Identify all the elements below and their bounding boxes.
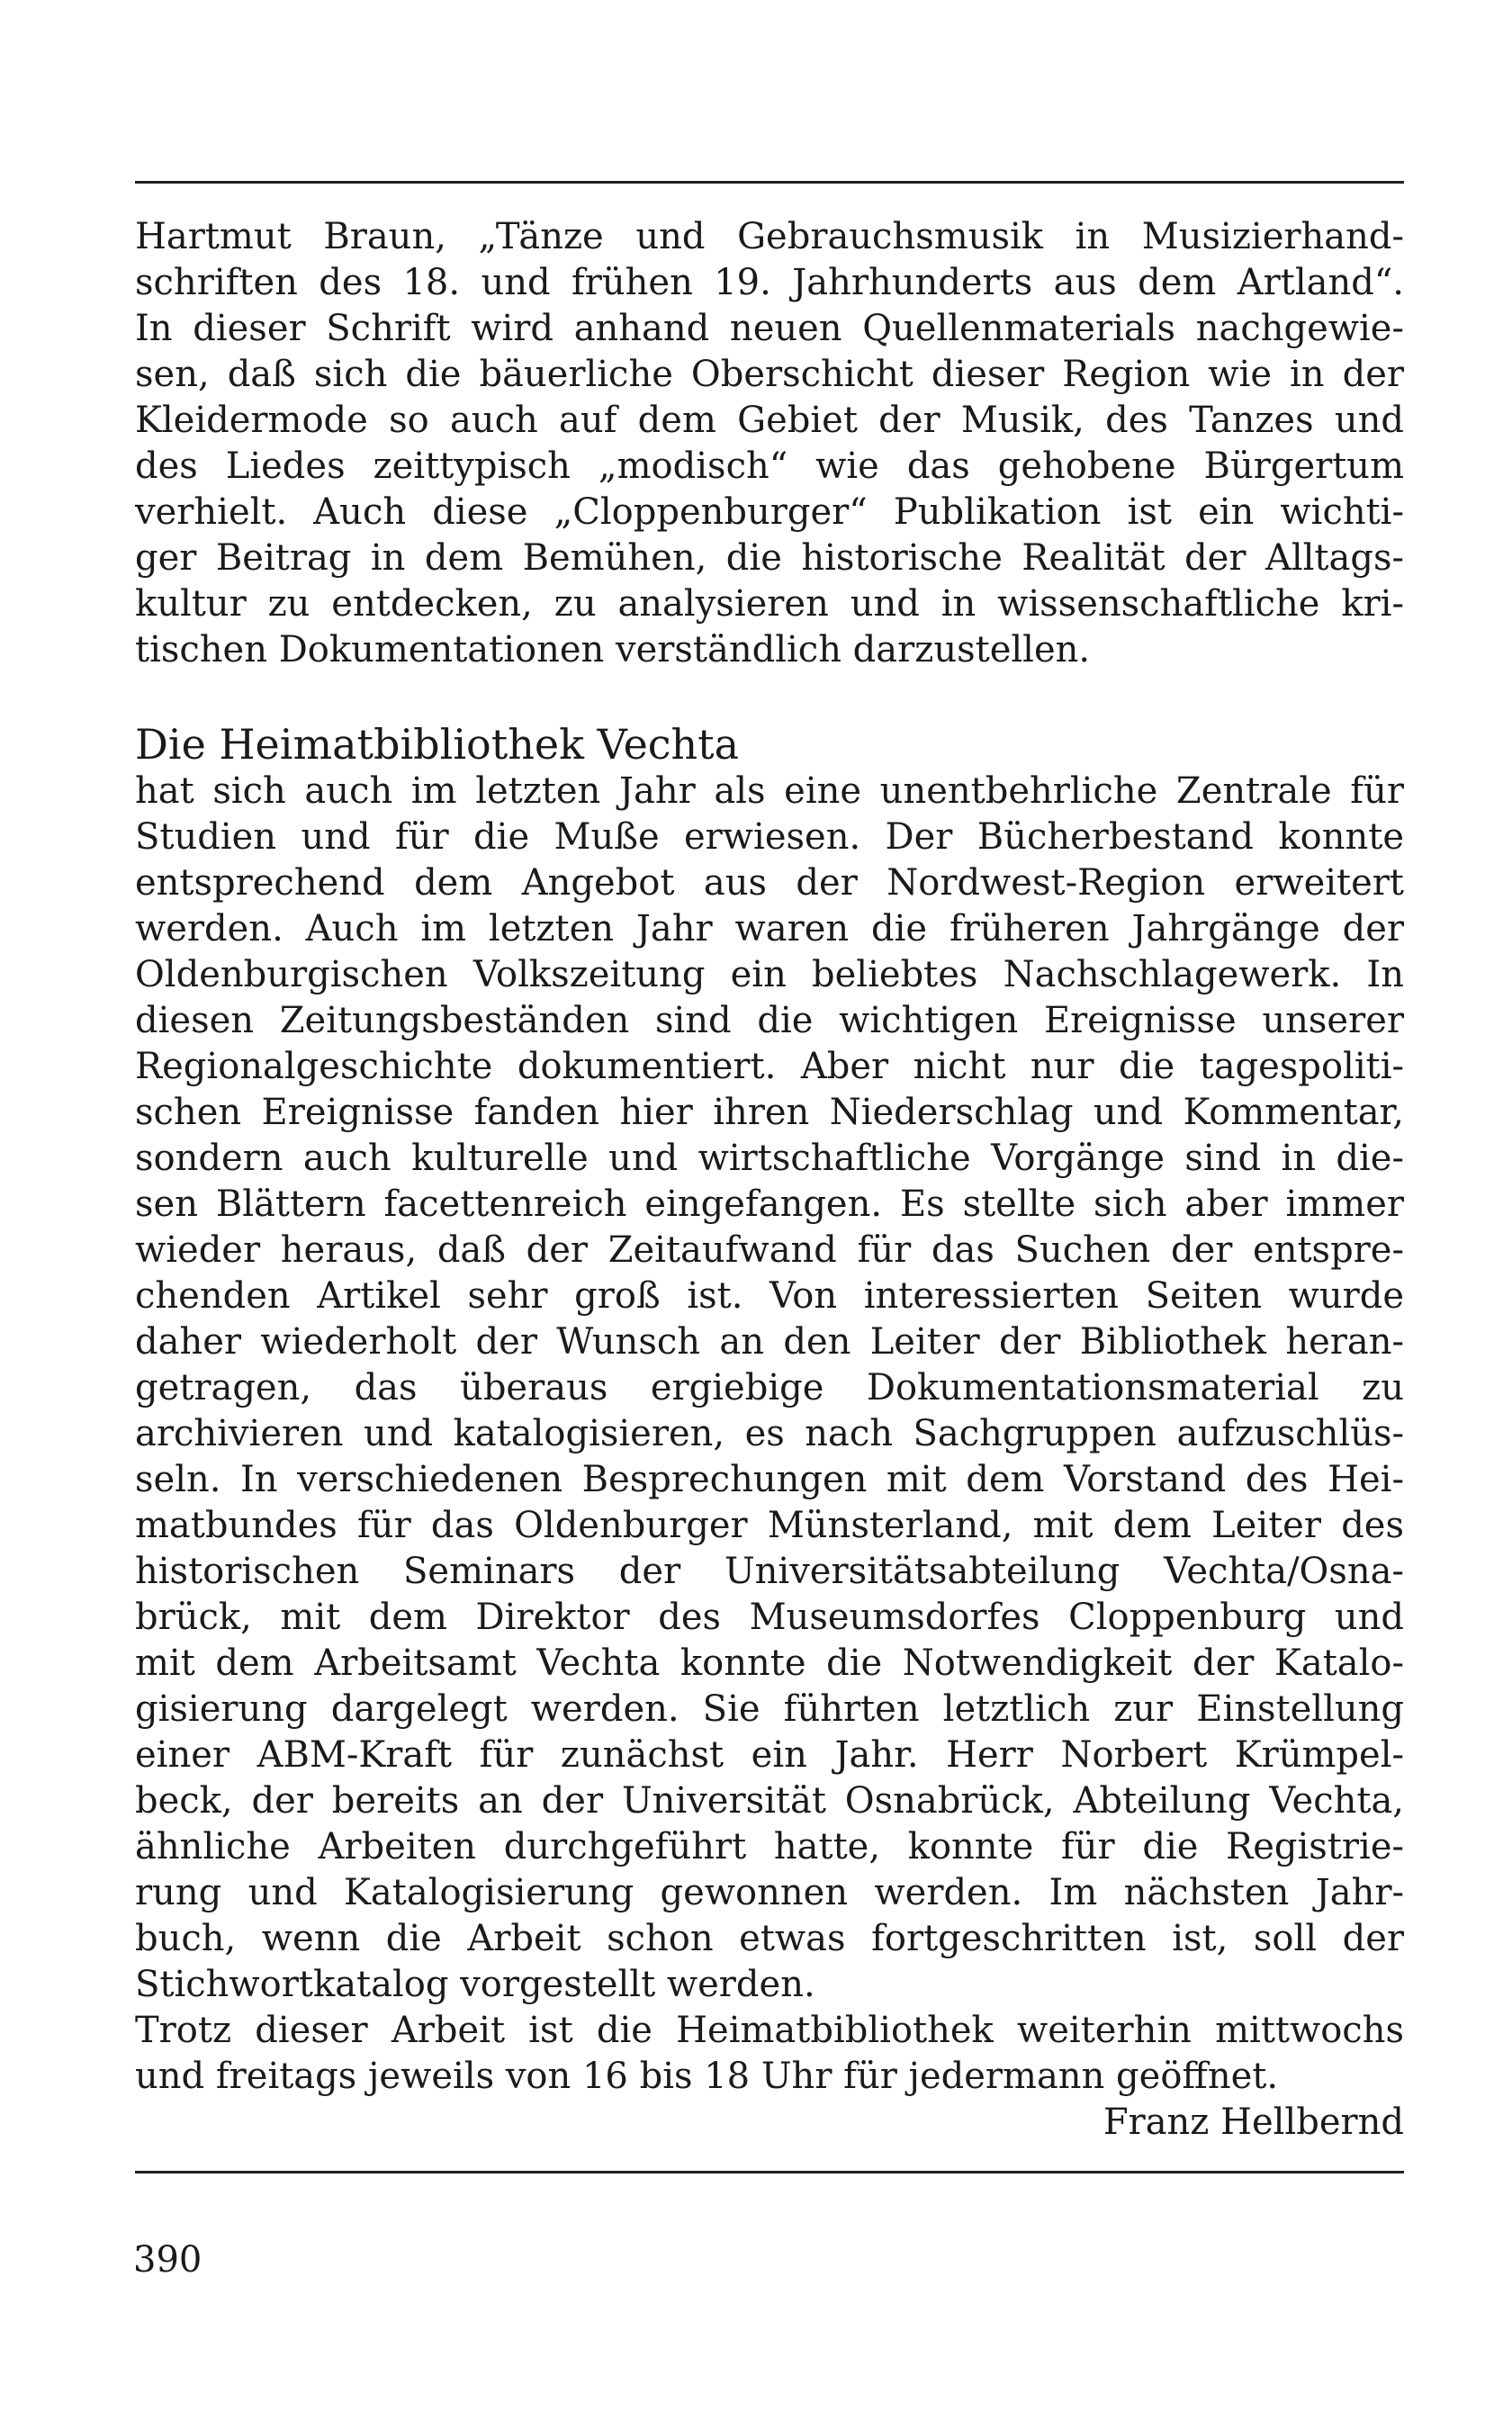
text-line: schen Ereignisse fanden hier ihren Niederschlag und Kommentar, — [135, 1092, 1404, 1133]
text-line: seln. In verschiedenen Besprechungen mit dem Vorstand des Hei- — [135, 1459, 1404, 1500]
text-line: mit dem Arbeitsamt Vechta konnte die Notwendigkeit der Katalo- — [135, 1642, 1404, 1684]
text-line: In dieser Schrift wird anhand neuen Quellenmaterials nachgewie- — [135, 308, 1404, 349]
text-line: Trotz dieser Arbeit ist die Heimatbibliothek weiterhin mittwochs — [135, 2010, 1404, 2051]
text-line: matbundes für das Oldenburger Münsterland, mit dem Leiter des — [135, 1505, 1404, 1546]
text-line: tischen Dokumentationen verständlich darzustellen. — [135, 629, 1091, 670]
text-line: entsprechend dem Angebot aus der Nordwest-Region erweitert — [135, 862, 1404, 904]
section-heading: Die Heimatbibliothek Vechta — [135, 720, 740, 769]
text-line: diesen Zeitungsbeständen sind die wichtigen Ereignisse unserer — [135, 1000, 1404, 1041]
text-line: kultur zu entdecken, zu analysieren und in wissenschaftliche kri- — [135, 583, 1404, 625]
text-line: daher wiederholt der Wunsch an den Leiter der Bibliothek heran- — [135, 1321, 1404, 1363]
text-line: rung und Katalogisierung gewonnen werden. Im nächsten Jahr- — [135, 1872, 1404, 1913]
text-line: schriften des 18. und frühen 19. Jahrhunderts aus dem Artland“. — [135, 262, 1404, 303]
text-line: sen Blättern facettenreich eingefangen. Es stellte sich aber immer — [135, 1184, 1404, 1225]
text-line: brück, mit dem Direktor des Museumsdorfes Cloppenburg und — [135, 1597, 1404, 1638]
text-line: ger Beitrag in dem Bemühen, die historische Realität der Alltags- — [135, 537, 1404, 579]
text-line: Studien und für die Muße erwiesen. Der Bücherbestand konnte — [135, 816, 1404, 858]
text-line: Kleidermode so auch auf dem Gebiet der Musik, des Tanzes und — [135, 400, 1404, 441]
text-line: sen, daß sich die bäuerliche Oberschicht dieser Region wie in der — [135, 354, 1404, 395]
paragraph-braun — [135, 214, 1404, 673]
text-line: und freitags jeweils von 16 bis 18 Uhr für jedermann geöffnet. — [135, 2056, 1279, 2097]
text-line: sondern auch kulturelle und wirtschaftliche Vorgänge sind in die- — [135, 1138, 1404, 1179]
text-line: verhielt. Auch diese „Cloppenburger“ Publikation ist ein wichti- — [135, 491, 1404, 533]
paragraph-heimatbibliothek — [135, 769, 1404, 2146]
text-line: beck, der bereits an der Universität Osnabrück, Abteilung Vechta, — [135, 1780, 1404, 1822]
text-line: archivieren und katalogisieren, es nach Sachgruppen aufzuschlüs- — [135, 1413, 1404, 1454]
text-line: Stichwortkatalog vorgestellt werden. — [135, 1964, 815, 2005]
top-rule — [135, 181, 1404, 184]
text-line: getragen, das überaus ergiebige Dokumentationsmaterial zu — [135, 1367, 1404, 1408]
text-line: einer ABM-Kraft für zunächst ein Jahr. Herr Norbert Krümpel- — [135, 1734, 1404, 1776]
text-line: des Liedes zeittypisch „modisch“ wie das gehobene Bürgertum — [135, 446, 1404, 487]
text-line: Hartmut Braun, „Tänze und Gebrauchsmusik in Musizierhand- — [135, 216, 1404, 257]
text-line: wieder heraus, daß der Zeitaufwand für das Suchen der entspre- — [135, 1229, 1404, 1271]
text-line: ähnliche Arbeiten durchgeführt hatte, konnte für die Registrie- — [135, 1826, 1404, 1868]
text-line: hat sich auch im letzten Jahr als eine unentbehrliche Zentrale für — [135, 770, 1404, 812]
text-line: Regionalgeschichte dokumentiert. Aber nicht nur die tagespoliti- — [135, 1046, 1404, 1087]
page-number: 390 — [133, 2239, 202, 2281]
text-line: gisierung dargelegt werden. Sie führten letztlich zur Einstellung — [135, 1688, 1404, 1730]
author-signature: Franz Hellbernd — [1102, 2102, 1404, 2143]
text-line: werden. Auch im letzten Jahr waren die früheren Jahrgänge der — [135, 908, 1404, 950]
text-line: chenden Artikel sehr groß ist. Von interessierten Seiten wurde — [135, 1275, 1404, 1317]
section-heading-wrapper — [135, 720, 1404, 769]
bottom-rule — [135, 2171, 1404, 2174]
text-line: buch, wenn die Arbeit schon etwas fortgeschritten ist, soll der — [135, 1918, 1404, 1959]
text-line: historischen Seminars der Universitätsabteilung Vechta/Osna- — [135, 1551, 1404, 1592]
text-line: Oldenburgischen Volkszeitung ein beliebtes Nachschlagewerk. In — [135, 954, 1404, 995]
